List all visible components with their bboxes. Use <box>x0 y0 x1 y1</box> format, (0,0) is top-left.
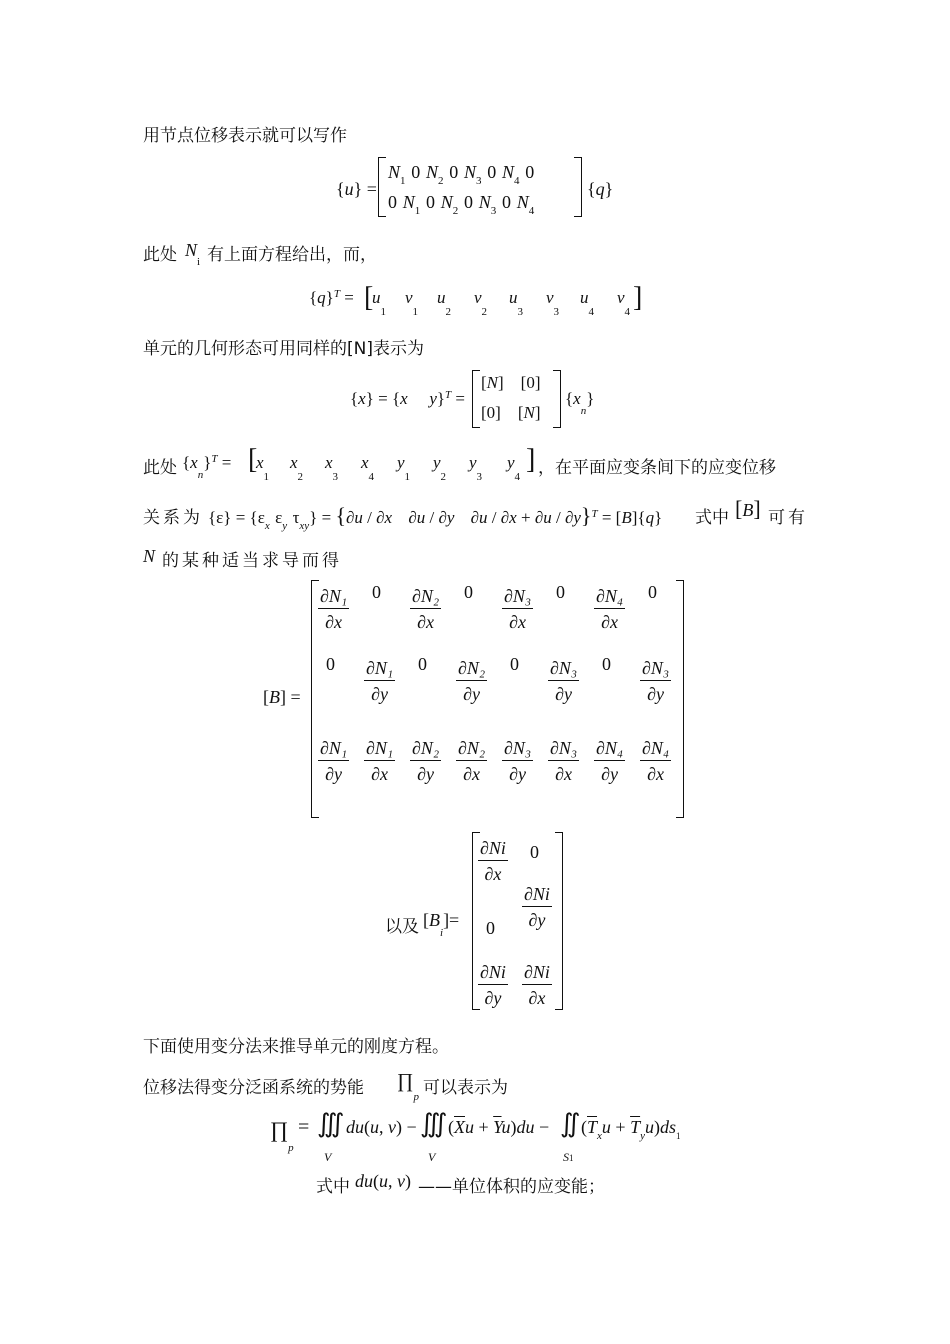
equation-strain: $\{\varepsilon\} = \{\varepsilon_x$ $\varepsilon_y$ $\tau_{xy}\} = \{\partial u / \partial x$ ∂u / ∂y ∂u / ∂x + ∂u / ∂y}$^T$ = [B]{q} <box>208 503 663 532</box>
matrix-fraction: $\frac{\partial Ni}{\partial y}$ <box>480 962 506 1008</box>
matrix-fraction: $\frac{\text{∂N₄}}{\partial x}$ <box>596 586 624 632</box>
text-line-3: 单元的几何形态可用同样的[N]表示为 <box>143 339 424 359</box>
text-line-4b: ，在平面应变条间下的应变位移 <box>538 458 776 478</box>
matrix-entry: 0 <box>530 842 539 862</box>
text-line-8: 下面使用变分法来推导单元的刚度方程。 <box>143 1037 449 1057</box>
matrix-entry: 0 <box>418 654 427 674</box>
matrix-fraction: $\frac{\text{∂N₂}}{\partial y}$ <box>458 658 486 704</box>
matrix-fraction: $\frac{\text{∂N₁}}{\partial y}$ <box>320 738 348 784</box>
text-line-7: 以及 <box>385 917 419 937</box>
matrix-fraction: $\frac{\text{∂N₄}}{\partial x}$ <box>642 738 670 784</box>
matrix-fraction: $\frac{\partial Ni}{\partial x}$ <box>524 962 550 1008</box>
matrix-fraction: $\frac{\partial Ni}{\partial y}$ <box>524 884 550 930</box>
matrix-fraction: $\frac{\text{∂N₁}}{\partial x}$ <box>320 586 348 632</box>
text-line-6: 的某种适当求导而得 <box>162 551 342 571</box>
text-line-9b: 可以表示为 <box>423 1078 508 1098</box>
text-line-2b: 有上面方程给出，而， <box>207 245 377 265</box>
matrix-fraction: $\frac{\text{∂N₁}}{\partial x}$ <box>366 738 394 784</box>
matrix-fraction: $\frac{\text{∂N₁}}{\partial y}$ <box>366 658 394 704</box>
matrix-fraction: $\frac{\text{∂N₂}}{\partial y}$ <box>412 738 440 784</box>
text-line-10b: ——单位体积的应变能； <box>418 1177 605 1197</box>
matrix-entry: 0 <box>464 582 473 602</box>
matrix-entry: 0 <box>326 654 335 674</box>
text-line-1: 用节点位移表示就可以写作 <box>143 126 347 146</box>
label-Bi: $[B_i]=$ <box>423 910 460 939</box>
matrix-entry: 0 <box>486 918 495 938</box>
text-line-5c: 可有 <box>768 508 808 528</box>
matrix-entry: 0 <box>556 582 565 602</box>
text-line-9a: 位移法得变分泛函系统的势能 <box>143 1078 364 1098</box>
matrix-fraction: $\frac{\text{∂N₃}}{\partial x}$ <box>504 586 532 632</box>
matrix-fraction: $\frac{\partial Ni}{\partial x}$ <box>480 838 506 884</box>
text-line-2a: 此处 <box>143 245 177 265</box>
matrix-fraction: $\frac{\text{∂N₂}}{\partial x}$ <box>458 738 486 784</box>
matrix-entry: 0 <box>602 654 611 674</box>
text-line-5a: 关系为 <box>143 508 203 528</box>
matrix-fraction: $\frac{\text{∂N₂}}{\partial x}$ <box>412 586 440 632</box>
matrix-entry: 0 <box>648 582 657 602</box>
matrix-fraction: $\frac{\text{∂N₃}}{\partial x}$ <box>550 738 578 784</box>
matrix-fraction: $\frac{\text{∂N₄}}{\partial y}$ <box>596 738 624 784</box>
text-line-10a: 式中 <box>316 1177 350 1197</box>
matrix-fraction: $\frac{\text{∂N₃}}{\partial y}$ <box>642 658 670 704</box>
matrix-entry: 0 <box>372 582 381 602</box>
matrix-fraction: $\frac{\text{∂N₃}}{\partial y}$ <box>550 658 578 704</box>
text-line-4a: 此处 <box>143 458 177 478</box>
matrix-entry: 0 <box>510 654 519 674</box>
text-line-5b: 式中 <box>695 508 729 528</box>
matrix-fraction: $\frac{\text{∂N₃}}{\partial y}$ <box>504 738 532 784</box>
